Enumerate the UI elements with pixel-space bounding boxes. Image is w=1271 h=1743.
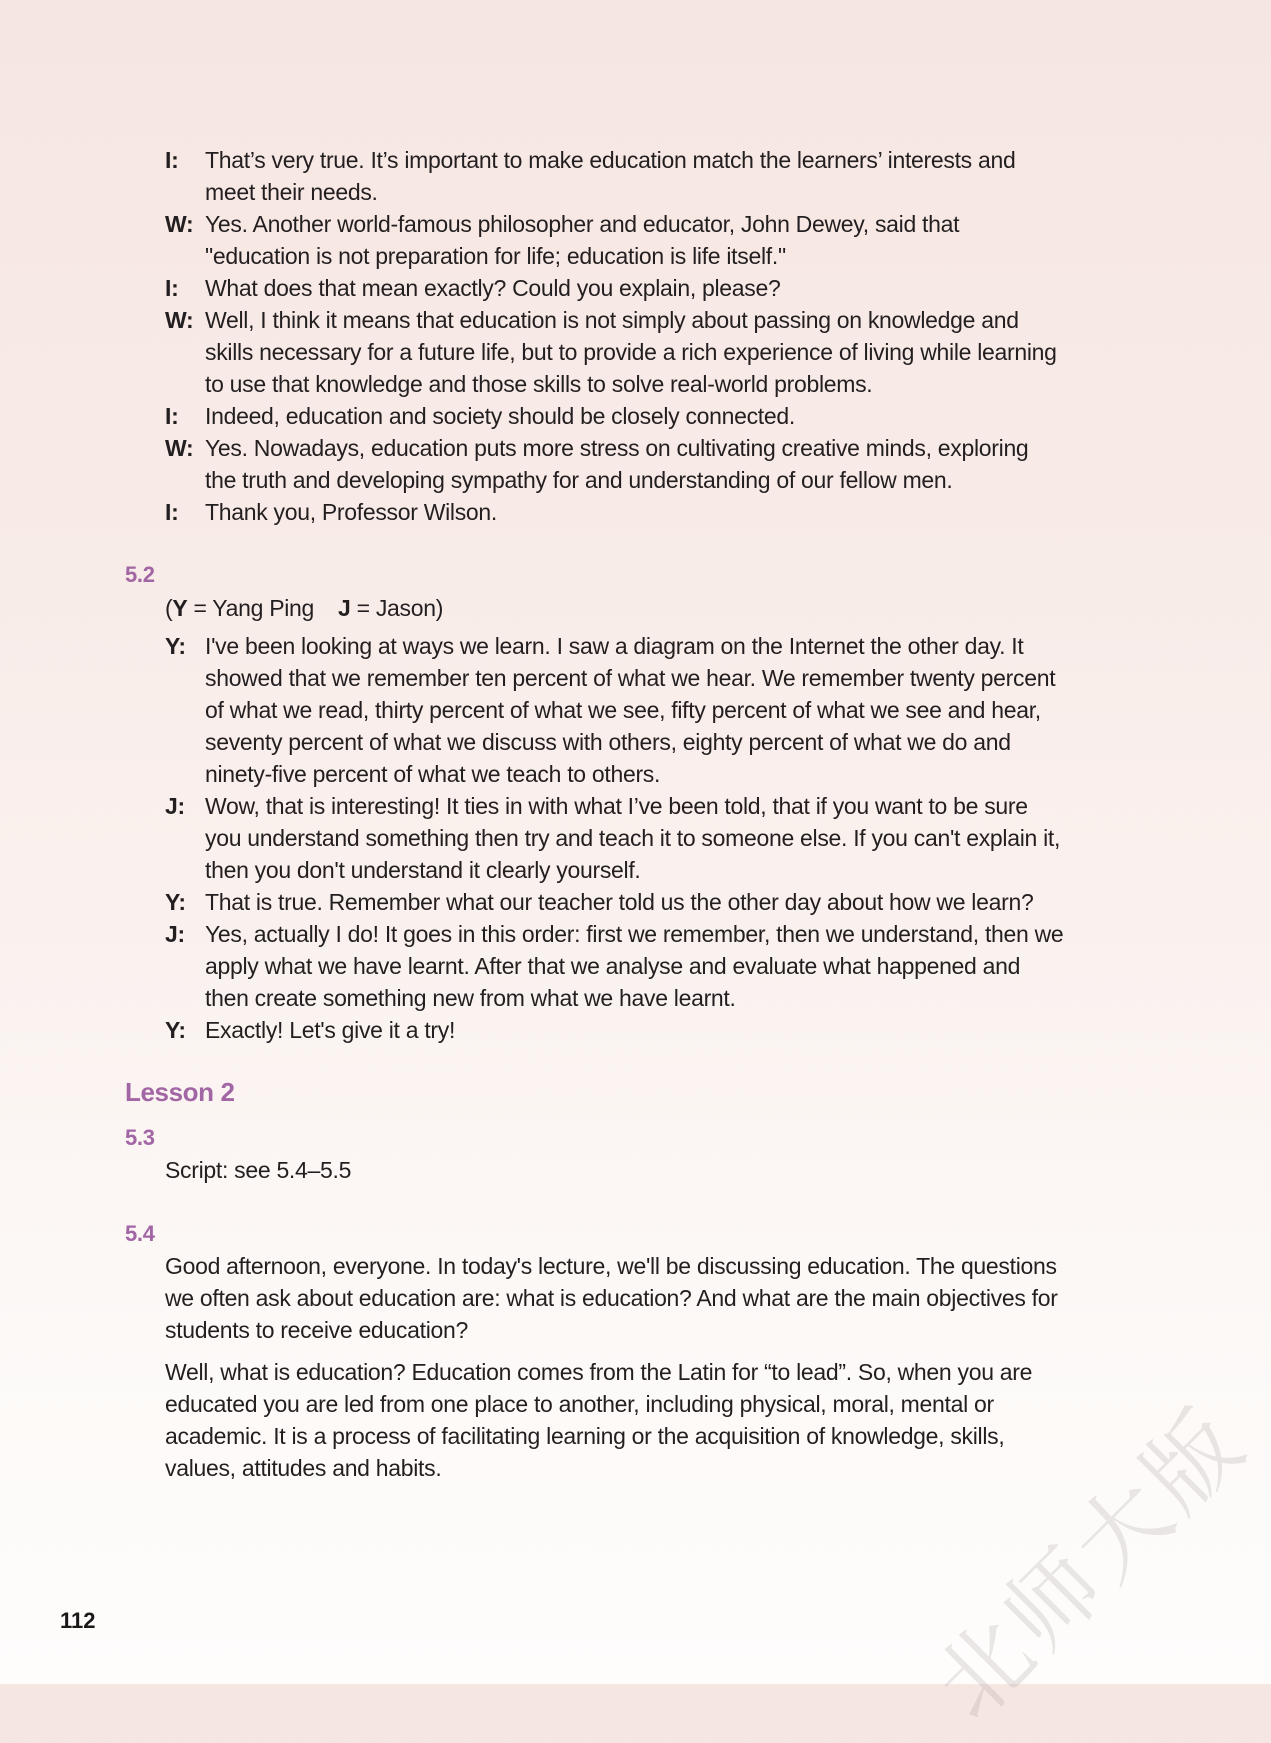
dialogue-text: Exactly! Let's give it a try! [205,1017,456,1043]
dialogue-text: What does that mean exactly? Could you explain, please? [205,275,781,301]
dialogue-text: Indeed, education and society should be closely connected. [205,403,795,429]
speaker-label: Y: [165,633,186,659]
speaker-label: W: [165,211,194,237]
dialogue-turn [165,400,1065,432]
speaker-label: I: [165,275,179,301]
lecture-paragraph: Well, what is education? Education comes from the Latin for “to lead”. So, when you are educated you are led from one place to another, including physical, moral, mental or academic. It is a process of facilitating learning or the acquisition of knowledge, skills, values, attitudes and habits. [165,1359,1033,1481]
legend-value-y: = Yang Ping [187,595,315,621]
dialogue-text: Well, I think it means that education is not simply about passing on knowledge and skills necessary for a future life, but to provide a rich experience of living while learning to use that knowledge and those skills to solve real-world problems. [205,307,1057,397]
dialogue-text: Wow, that is interesting! It ties in with what I’ve been told, that if you want to be sure you understand something then try and teach it to someone else. If you can't explain it, then you don't understand it clearly yourself. [205,793,1061,883]
dialogue-text: That’s very true. It’s important to make education match the learners’ interests and meet their needs. [205,147,1016,205]
speaker-legend [165,592,1065,624]
dialogue-text: I've been looking at ways we learn. I saw a diagram on the Internet the other day. It showed that we remember ten percent of what we hear. We remember twenty percent of what we read, thirty percent of what we see, fifty percent of what we see and hear, seventy percent of what we discuss with others, eighty percent of what we do and ninety-five percent of what we teach to others. [205,633,1056,787]
page-number: 112 [60,1608,96,1633]
speaker-label: J: [165,793,185,819]
dialogue-turn [165,208,1065,272]
dialogue-turn [165,886,1065,918]
dialogue-turn [165,790,1065,886]
dialogue-text: Thank you, Professor Wilson. [205,499,497,525]
dialogue-turn [165,1014,1065,1046]
speaker-label: W: [165,435,194,461]
speaker-label: I: [165,147,179,173]
legend-paren: ( [165,595,173,621]
speaker-label: Y: [165,1017,186,1043]
dialogue-turn [165,272,1065,304]
lecture-paragraph: Good afternoon, everyone. In today's lecture, we'll be discussing education. The questions we often ask about education are: what is education? And what are the main objectives for students to receive education? [165,1253,1058,1343]
speaker-label: I: [165,499,179,525]
publisher-watermark: 北师大版 [914,1386,1267,1740]
lesson-heading: Lesson 2 [125,1077,235,1107]
speaker-label: I: [165,403,179,429]
dialogue-text: Yes. Another world-famous philosopher and educator, John Dewey, said that "education is not preparation for life; education is life itself." [205,211,960,269]
dialogue-turn [165,496,1065,528]
speaker-label: Y: [165,889,186,915]
speaker-label: J: [165,921,185,947]
dialogue-text: That is true. Remember what our teacher told us the other day about how we learn? [205,889,1034,915]
dialogue-turn [165,918,1065,1014]
section-number: 5.3 [125,1125,155,1150]
speaker-label: W: [165,307,194,333]
section-number: 5.4 [125,1221,155,1246]
section-number: 5.2 [125,562,155,587]
dialogue-turn [165,304,1065,400]
dialogue-turn [165,630,1065,790]
legend-value-j: = Jason) [350,595,444,621]
script-reference: Script: see 5.4–5.5 [165,1157,352,1183]
dialogue-text: Yes. Nowadays, education puts more stress on cultivating creative minds, exploring the truth and developing sympathy for and understanding of our fellow men. [205,435,1029,493]
legend-key-y: Y [172,595,188,621]
dialogue-text: Yes, actually I do! It goes in this order: first we remember, then we understand, then we apply what we have learnt. After that we analyse and evaluate what happened and then create something new from what we have learnt. [205,921,1064,1011]
dialogue-turn [165,144,1065,208]
dialogue-turn [165,432,1065,496]
legend-key-j: J [338,595,351,621]
